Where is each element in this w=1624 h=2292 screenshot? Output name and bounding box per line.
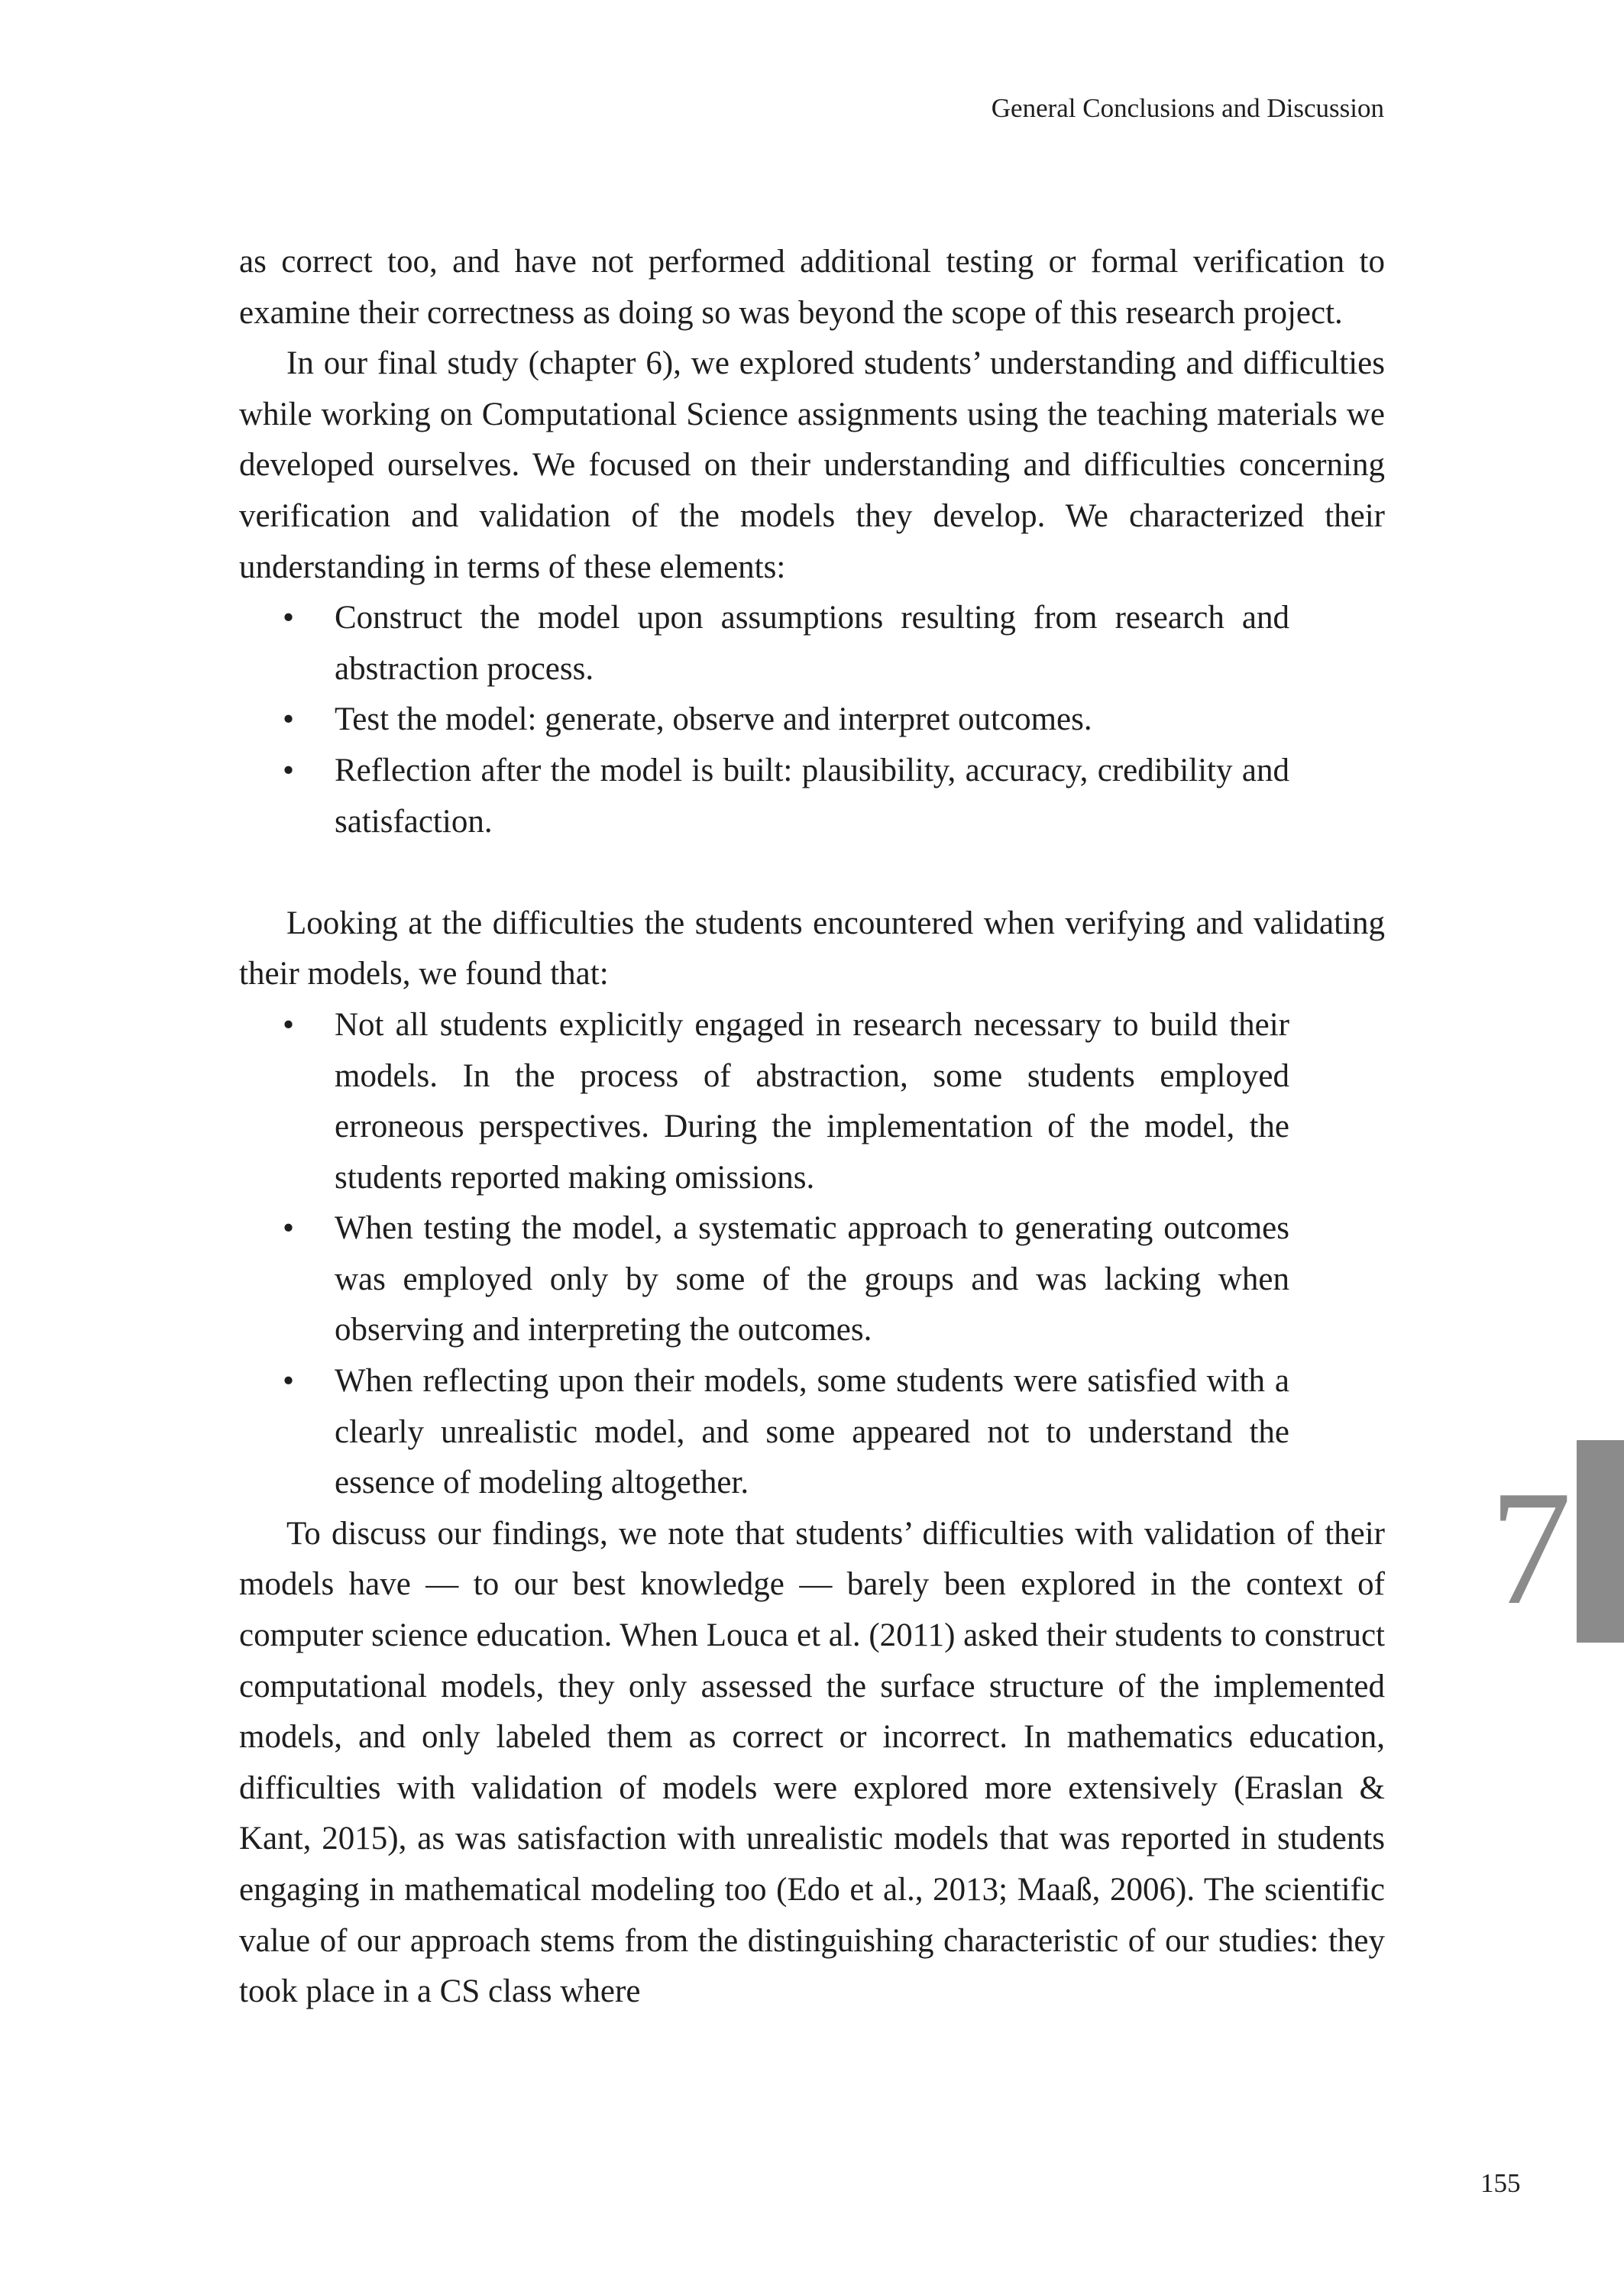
- bullet-icon: •: [283, 1006, 295, 1043]
- body-text: [239, 237, 1385, 2018]
- list-item: [283, 1000, 1289, 1203]
- understanding-elements-list: [239, 593, 1289, 847]
- chapter-number: 7: [1490, 1456, 1572, 1639]
- list-item-text: Not all students explicitly engaged in research necessary to build their models. In the process of abstraction, some students employed erroneous perspectives. During the implementation of the model, the students reported making omissions.: [335, 1006, 1289, 1196]
- paragraph-continuation: as correct too, and have not performed additional testing or formal verification to examine their correctness as doing so was beyond the scope of this research project.: [239, 244, 1385, 331]
- list-item: [283, 1356, 1289, 1509]
- paragraph-final-study: In our final study (chapter 6), we explored students’ understanding and difficulties while working on Computational Science assignments using the teaching materials we developed ourselves. We focused on their understanding and difficulties concerning verification and validation of the models they develop. We characterized their understanding in terms of these elements:: [239, 345, 1385, 585]
- paragraph-gap: [239, 847, 1385, 898]
- bullet-icon: •: [283, 600, 295, 636]
- paragraph-discussion: To discuss our findings, we note that students’ difficulties with validation of their models have — to our best knowledge — barely been explored in the context of computer science education. When Louca et al. (2011) asked their students to construct computational models, they only assessed the surface structure of the implemented models, and only labeled them as correct or incorrect. In mathematics education, difficulties with validation of models were explored more extensively (Eraslan & Kant, 2015), as was satisfaction with unrealistic models that was reported in students engaging in mathematical modeling too (Edo et al., 2013; Maaß, 2006). The scientific value of our approach stems from the distinguishing characteristic of our studies: they took place in a CS class where: [239, 1515, 1385, 2010]
- running-head: General Conclusions and Discussion: [991, 93, 1384, 123]
- list-item: [283, 746, 1289, 847]
- list-item-text: When reflecting upon their models, some students were satisfied with a clearly unrealistic model, and some appeared not to understand the essence of modeling altogether.: [335, 1363, 1289, 1501]
- bullet-icon: •: [283, 1210, 295, 1247]
- list-item-text: Construct the model upon assumptions resulting from research and abstraction process.: [335, 600, 1289, 687]
- list-item: [283, 593, 1289, 694]
- paragraph-difficulties: Looking at the difficulties the students encountered when verifying and validating their models, we found that:: [239, 905, 1385, 992]
- list-item: [283, 1203, 1289, 1356]
- list-item: [283, 694, 1289, 746]
- bullet-icon: •: [283, 701, 295, 738]
- bullet-icon: •: [283, 1363, 295, 1400]
- chapter-thumb-tab: [1577, 1440, 1624, 1643]
- list-item-text: When testing the model, a systematic approach to generating outcomes was employed only by some of the groups and was lacking when observing and interpreting the outcomes.: [335, 1210, 1289, 1348]
- bullet-icon: •: [283, 752, 295, 788]
- list-item-text: Reflection after the model is built: plausibility, accuracy, credibility and satisfaction.: [335, 752, 1289, 840]
- page-number: 155: [1480, 2168, 1521, 2198]
- difficulties-list: [239, 1000, 1289, 1509]
- list-item-text: Test the model: generate, observe and interpret outcomes.: [335, 701, 1092, 738]
